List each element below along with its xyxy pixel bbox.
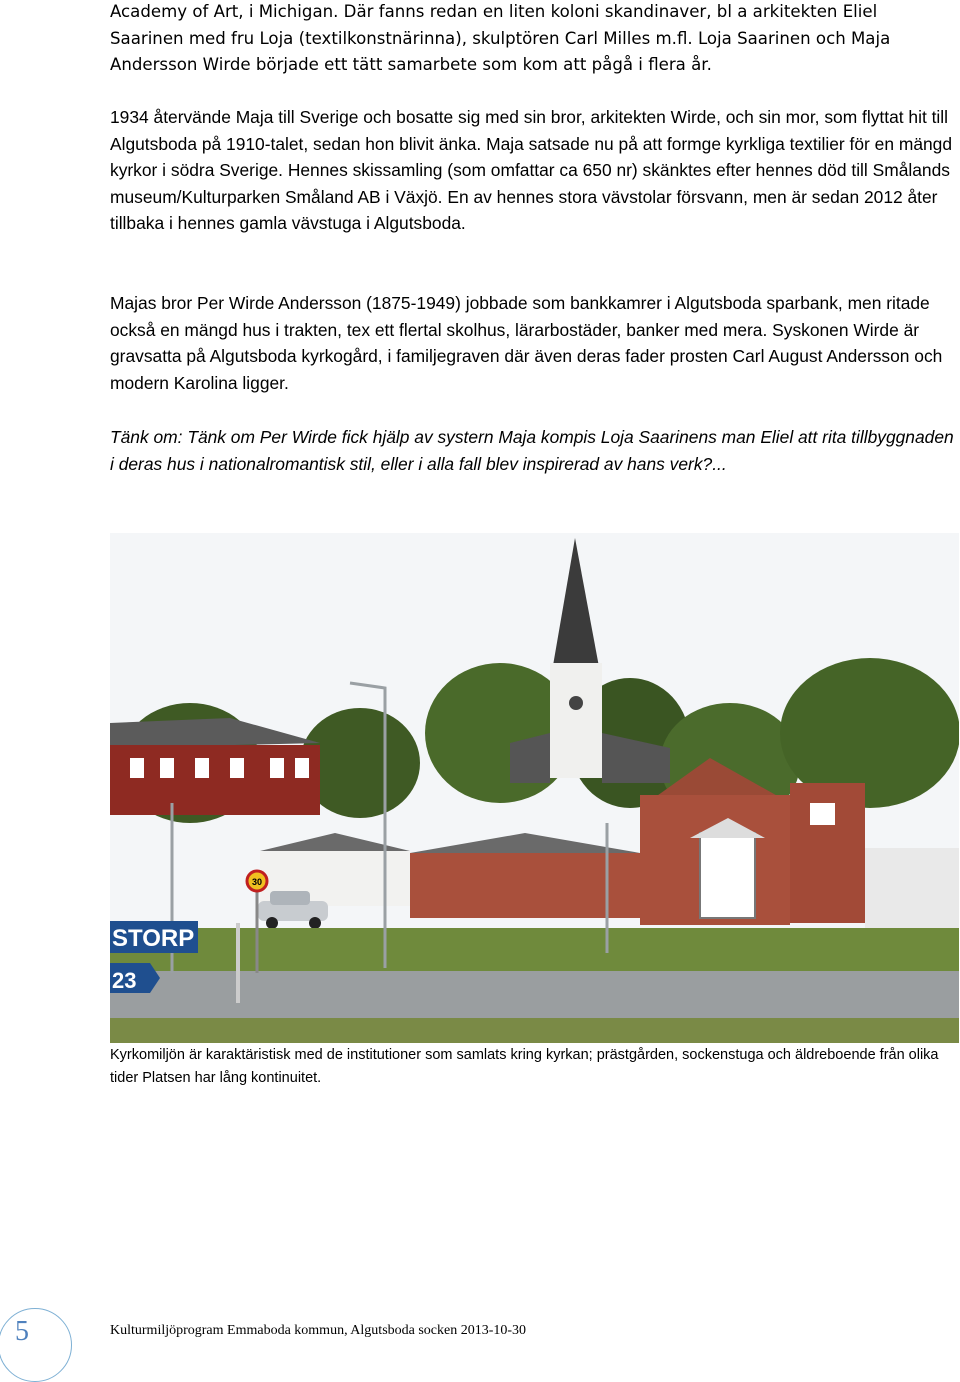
church-environment-photo [110, 533, 959, 1043]
paragraph-intro: Academy of Art, i Michigan. Där fanns redan en liten koloni skandinaver, bl a arkitekten Eliel Saarinen med fru Loja (textilkonstnärinna), skulptören Carl Milles m.fl. Loja Saarinen och Maja Andersson Wirde började ett tätt samarbete som kom att pågå i flera år. [110, 2, 891, 74]
paragraph-return-1934: 1934 återvände Maja till Sverige och bosatte sig med sin bror, arkitekten Wirde, och sin mor, som flyttat hit till Algutsboda på 1910-talet, sedan hon blivit änka. Maja satsade nu på att formge kyrkliga textilier för en mängd kyrkor i södra Sverige. Hennes skissamling (som omfattar ca 650 nr) skänktes efter hennes död till Smålands museum/Kulturparken Småland AB i Växjö. En av hennes stora vävstolar försvann, men är sedan 2012 åter tillbaka i hennes gamla vävstuga i Algutsboda. [110, 107, 953, 233]
foreground-grass [110, 1018, 959, 1043]
svg-text:STORP: STORP [112, 925, 195, 952]
footer-text: Kulturmiljöprogram Emmaboda kommun, Algutsboda socken 2013-10-30 [110, 1323, 527, 1338]
paragraph-per-wirde: Majas bror Per Wirde Andersson (1875-1949) jobbade som bankkamrer i Algutsboda sparbank, men ritade också en mängd hus i trakten, tex ett flertal skolhus, lärarbostäder, banker med mera. Syskonen Wirde är gravsatta på Algutsboda kyrkogård, i familjegraven där även deras fader prosten Carl August Andersson och modern Karolina ligger. [110, 293, 943, 393]
page-number: 5 [15, 1316, 29, 1347]
paragraph-tank-om: Tänk om: Tänk om Per Wirde fick hjälp av systern Maja kompis Loja Saarinens man Eliel att rita tillbyggnaden i deras hus i nationalromantisk stil, eller i alla fall blev inspirerad av hans verk?... [110, 427, 954, 474]
svg-text:30: 30 [251, 877, 263, 887]
photo-caption: Kyrkomiljön är karaktäristisk med de institutioner som samlats kring kyrkan; prästgården, sockenstuga och äldreboende från olika tider Platsen har lång kontinuitet. [110, 1047, 939, 1086]
svg-text:23: 23 [112, 968, 137, 993]
